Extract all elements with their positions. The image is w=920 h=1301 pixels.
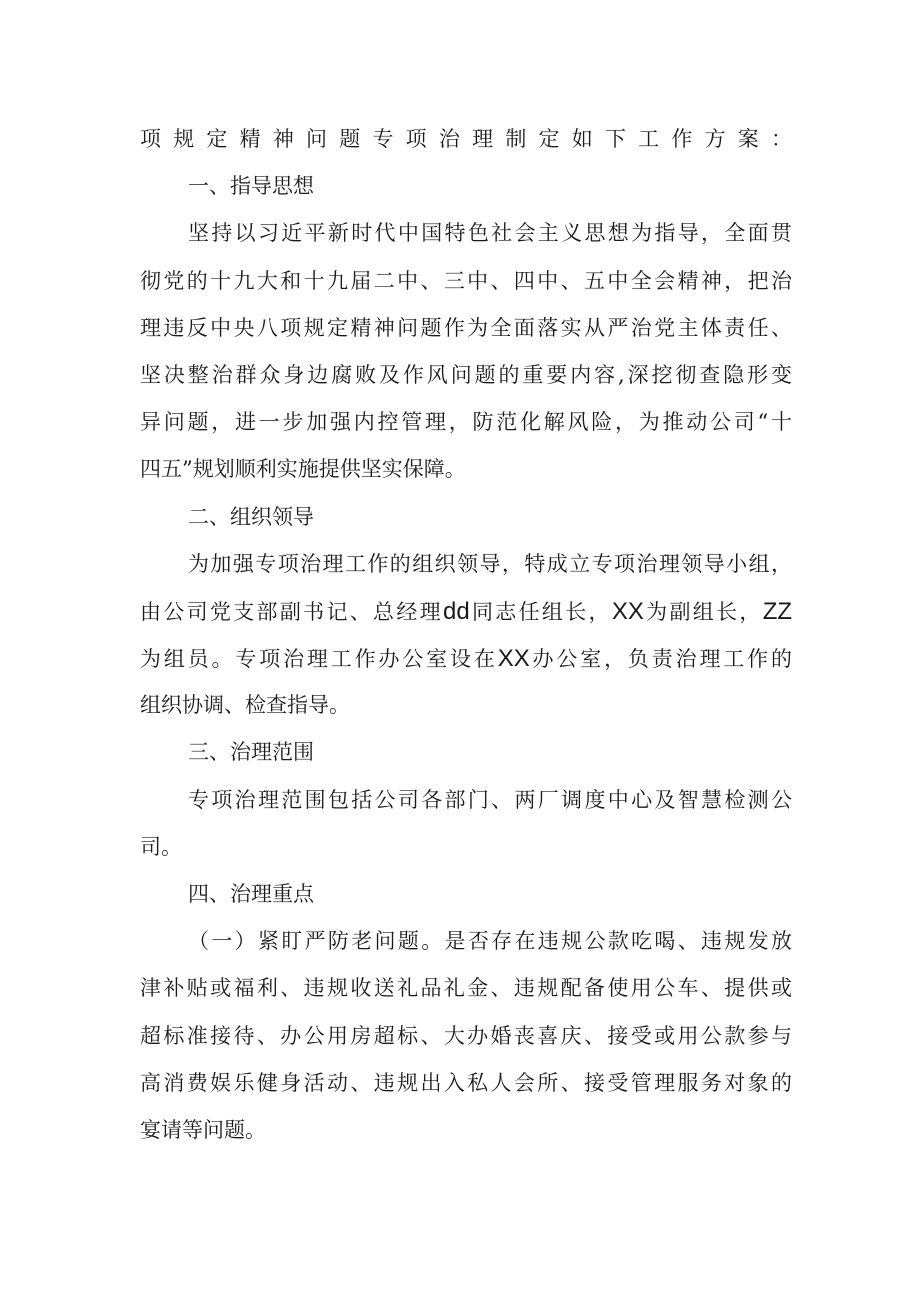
body-line: 坚决整治群众身边腐败及作风问题的重要内容,深挖彻查隐形变 bbox=[140, 362, 792, 387]
section-heading: 二、组织领导 bbox=[188, 504, 314, 529]
name-placeholder: XX bbox=[611, 597, 644, 625]
body-line: 四五”规划顺利实施提供坚实保障。 bbox=[140, 457, 466, 482]
body-line bbox=[140, 635, 792, 682]
body-line: 津补贴或福利、违规收送礼品礼金、违规配备使用公车、提供或 bbox=[140, 976, 792, 1001]
section-heading: 四、治理重点 bbox=[188, 882, 314, 906]
body-line bbox=[140, 588, 792, 635]
body-line: 司。 bbox=[140, 834, 182, 859]
section-heading: 三、治理范围 bbox=[188, 740, 314, 765]
body-line: 项规定精神问题专项治理制定如下工作方案： bbox=[140, 127, 792, 151]
body-line: 坚持以习近平新时代中国特色社会主义思想为指导，全面贯 bbox=[188, 221, 792, 246]
text-run: 同志任组长， bbox=[469, 599, 612, 624]
name-placeholder: XX bbox=[497, 645, 530, 673]
name-placeholder: dd bbox=[442, 597, 470, 625]
body-line: 高消费娱乐健身活动、违规出入私人会所、接受管理服务对象的 bbox=[140, 1070, 792, 1095]
text-run: 由公司党支部副书记、总经理 bbox=[140, 599, 443, 624]
body-line: 组织协调、检查指导。 bbox=[140, 693, 350, 718]
body-line: 理违反中央八项规定精神问题作为全面落实从严治党主体责任、 bbox=[140, 315, 792, 340]
body-line: 专项治理范围包括公司各部门、两厂调度中心及智慧检测公 bbox=[188, 787, 792, 812]
body-line: 为加强专项治理工作的组织领导，特成立专项治理领导小组， bbox=[188, 551, 792, 576]
body-line: （一）紧盯严防老问题。是否存在违规公款吃喝、违规发放 bbox=[188, 929, 792, 954]
body-line: 宴请等问题。 bbox=[140, 1117, 266, 1142]
text-run: 办公室，负责治理工作的 bbox=[529, 647, 792, 672]
name-placeholder: ZZ bbox=[762, 597, 792, 625]
text-run: 为副组长， bbox=[643, 599, 763, 624]
body-line: 超标准接待、办公用房超标、大办婚丧喜庆、接受或用公款参与 bbox=[140, 1023, 792, 1048]
body-line: 彻党的十九大和十九届二中、三中、四中、五中全会精神，把治 bbox=[140, 268, 792, 293]
document-page bbox=[140, 116, 792, 1154]
text-run: 为组员。专项治理工作办公室设在 bbox=[140, 647, 498, 672]
body-line: 异问题，进一步加强内控管理，防范化解风险，为推动公司“十 bbox=[140, 410, 792, 435]
section-heading: 一、指导思想 bbox=[188, 174, 314, 199]
